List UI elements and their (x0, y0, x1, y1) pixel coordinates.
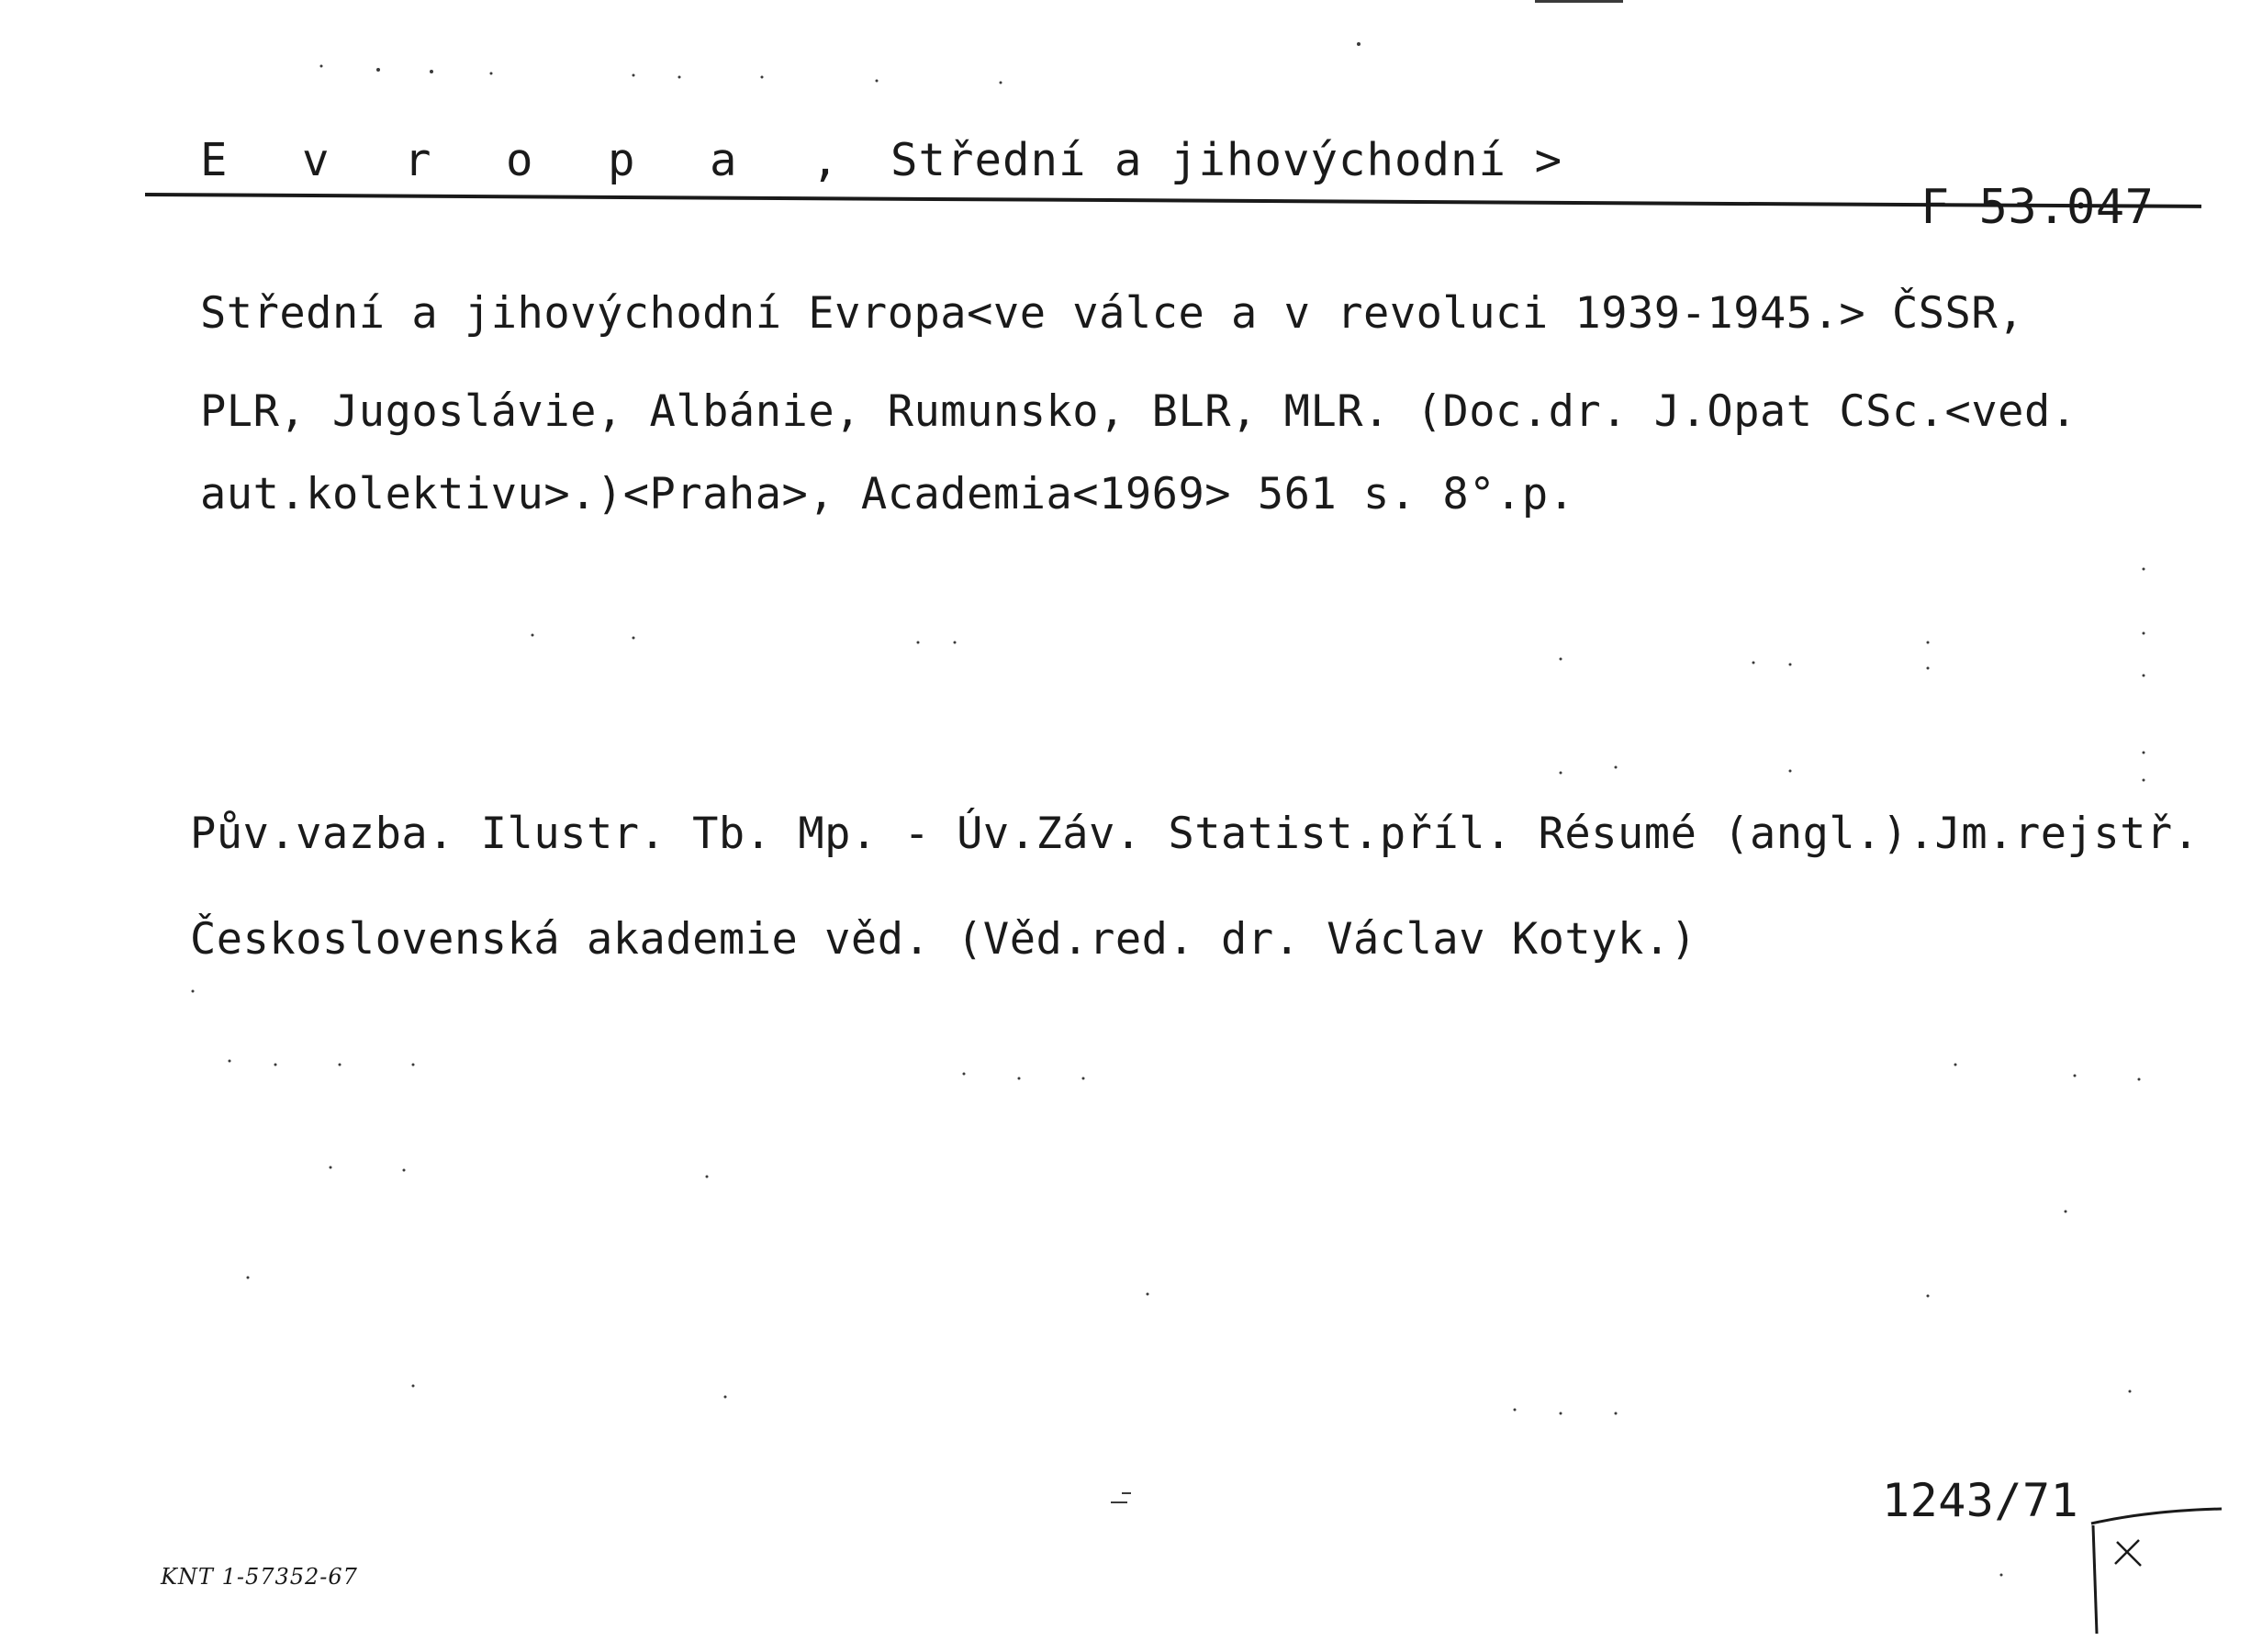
description-line-3: aut.kolektivu>.)<Praha>, Academia<1969> 561 s. 8°.p. (200, 469, 1575, 519)
heading-rule (145, 193, 2201, 208)
handwritten-mark-icon (2075, 1478, 2240, 1643)
printer-mark: KNT 1-57352-67 (161, 1564, 358, 1590)
description-line-1: Střední a jihovýchodní Evropa<ve válce a v revoluci 1939-1945.> ČSSR, (200, 288, 2024, 339)
card-heading (200, 134, 1563, 186)
shelfmark: F 53.047 (1920, 180, 2155, 235)
heading-subject: Střední a jihovýchodní (890, 134, 1507, 186)
accession-number: 1243/71 (1882, 1474, 2079, 1527)
description-line-2: PLR, Jugoslávie, Albánie, Rumunsko, BLR, MLR. (Doc.dr. J.Opat CSc.<ved. (200, 386, 2077, 437)
heading-prefix: E v r o p a , (200, 134, 863, 186)
heading-bracket: > (1534, 134, 1563, 186)
notes-line-2: Československá akademie věd. (Věd.red. dr. Václav Kotyk.) (190, 914, 1697, 965)
notes-line-1: Pův.vazba. Ilustr. Tb. Mp. - Úv.Záv. Statist.příl. Résumé (angl.).Jm.rejstř. (190, 809, 2200, 859)
